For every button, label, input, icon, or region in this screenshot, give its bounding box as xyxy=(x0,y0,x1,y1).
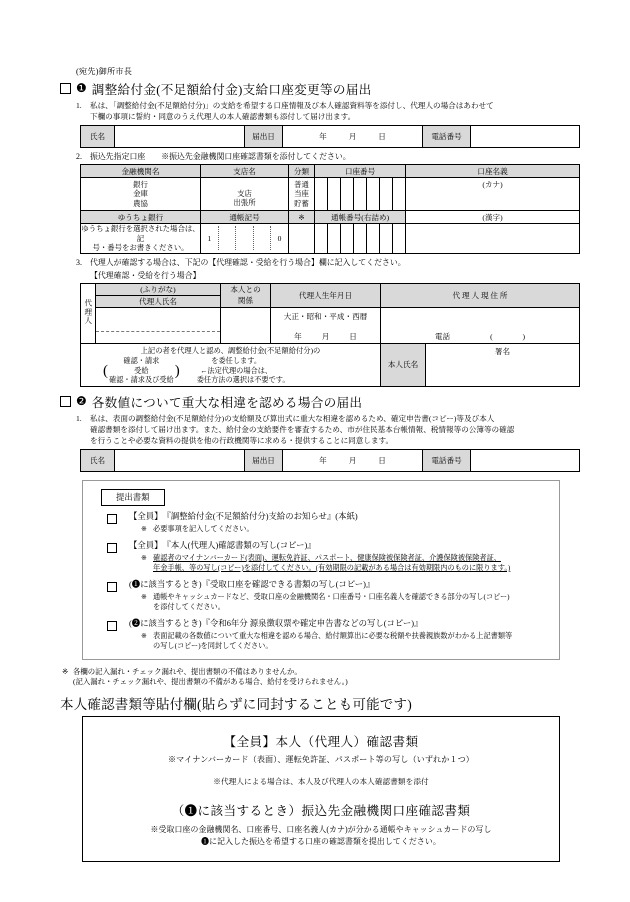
yucho-number-digit[interactable] xyxy=(367,224,380,254)
note-mark: ※ xyxy=(62,666,69,676)
proxy-side-label-text: 代理人 xyxy=(83,299,93,326)
yucho-instruction-line1: ゆうちょ銀行を選択された場合は、記 xyxy=(81,224,200,243)
tel-paren-close: ) xyxy=(522,331,526,341)
birth-ymd xyxy=(271,322,380,342)
doc-note xyxy=(83,525,559,535)
yucho-instruction-line2: 号・番号をお書きください。 xyxy=(92,243,189,253)
bank-account-table xyxy=(80,164,580,254)
section1-clause1 xyxy=(60,100,580,122)
name-input[interactable] xyxy=(115,450,245,472)
yucho-instruction xyxy=(81,224,201,254)
clause-line: 下欄の事項に誓約・同意のうえ代理人の本人確認書類も添付して届け出ます。 xyxy=(90,112,356,121)
kana-label: (カナ) xyxy=(482,180,503,189)
attach-heading-2: （❶に該当するとき）振込先金融機関口座確認書類 xyxy=(171,804,471,819)
birth-year-label: 年 xyxy=(294,331,302,341)
doc-note xyxy=(83,554,559,574)
yucho-symbol-digit[interactable] xyxy=(253,226,270,250)
doc-item[interactable] xyxy=(83,619,559,631)
yucho-name: ゆうちょ銀行 xyxy=(81,211,201,224)
doc-label: 【全員】 『本人(代理人)確認書類の写し(コピー)』 xyxy=(129,540,316,550)
attach-sub-3-line1: ※受取口座の金融機関名、口座番号、口座名義人(カナ)が分かる通帳やキャッシュカードの写し xyxy=(150,825,492,835)
name-input[interactable] xyxy=(115,126,245,148)
note-mark: ※ xyxy=(141,592,148,601)
branch-input[interactable] xyxy=(201,178,289,211)
note-text: 表面記載の各数値について重大な相違を認める場合、給付額算出に必要な税額や扶養親族数がわかる上記書類等 xyxy=(153,631,513,640)
tel-label: 電話番号 xyxy=(423,126,471,148)
consent-option-1[interactable]: 受給 xyxy=(134,366,149,375)
tel-input[interactable] xyxy=(471,450,580,472)
note-mark: ※ xyxy=(141,631,148,640)
section1-checkbox[interactable] xyxy=(60,83,71,94)
account-digit[interactable] xyxy=(367,178,380,211)
clause-line: を行うことや必要な資料の提供を他の行政機関等に求める・提供することに同意します。 xyxy=(90,436,394,446)
attach-sub-3 xyxy=(83,824,559,847)
date-input[interactable] xyxy=(283,126,423,148)
section1-clause3 xyxy=(60,257,580,268)
consent-right-text xyxy=(183,357,290,386)
yucho-symbol-digit[interactable] xyxy=(218,226,235,250)
yucho-symbol-header: 通帳記号 xyxy=(201,211,289,224)
section1-heading xyxy=(60,79,580,98)
doc-note xyxy=(83,593,559,613)
yucho-number-digit[interactable] xyxy=(380,224,393,254)
clause-line: 私は、「調整給付金(不足額給付分)」の支給を希望する口座情報及び本人確認資料等を添付し、代理人の場合はあわせて xyxy=(90,101,494,110)
signature-label: 署名 xyxy=(494,346,511,356)
consent-options xyxy=(109,357,174,386)
doc-checkbox[interactable] xyxy=(107,543,117,553)
doc-checkbox[interactable] xyxy=(107,621,117,631)
note-text-cont: を添付してください。 xyxy=(153,602,225,611)
name-label: 氏名 xyxy=(81,450,115,472)
note-mark: ※ xyxy=(141,525,148,534)
section2-checkbox[interactable] xyxy=(60,396,71,407)
section2-clause1 xyxy=(60,413,580,446)
yucho-symbol-digit[interactable]: 1 xyxy=(207,233,212,243)
brace-close: ) xyxy=(174,362,180,379)
birth-day-label: 日 xyxy=(349,331,357,341)
submission-documents-tag: 提出書類 xyxy=(101,489,165,506)
clause-index: 2. xyxy=(76,152,82,161)
birth-month-label: 月 xyxy=(321,331,330,341)
type-toza: 当座 xyxy=(294,189,309,199)
clause-index: 1. xyxy=(76,101,82,110)
section2-title: 各数値について重大な相違を認める場合の届出 xyxy=(91,396,363,411)
month-label: 月 xyxy=(348,132,357,141)
col-header-type: 分類 xyxy=(289,165,315,178)
account-digit[interactable] xyxy=(380,178,393,211)
account-digit[interactable] xyxy=(315,178,328,211)
day-label: 日 xyxy=(378,456,386,466)
col-header-account-number: 口座番号 xyxy=(315,165,406,178)
consent-line1: 上記の者を代理人と認め、調整給付金(不足額給付分)の xyxy=(140,345,321,355)
account-name-kanji-value[interactable] xyxy=(406,224,580,254)
consent-option-2[interactable]: 確認・請求及び受給 xyxy=(109,376,174,385)
consent-option-0[interactable]: 確認・請求 xyxy=(123,356,160,365)
yucho-symbol-digit[interactable]: 0 xyxy=(271,226,288,250)
submission-documents-box xyxy=(82,480,560,660)
suffix-shinkin: 金庫 xyxy=(133,189,148,199)
name-label: 氏名 xyxy=(81,126,115,148)
suffix-nokyo: 農協 xyxy=(133,198,148,208)
doc-label: (❷に該当するとき)『令和6年分 源泉徴収票や確定申告書などの写し(コピー)』 xyxy=(129,618,423,628)
section1-marker: ❶ xyxy=(76,81,87,95)
yucho-symbol-cells[interactable] xyxy=(201,224,289,254)
consent-text-cell xyxy=(81,343,381,386)
year-label: 年 xyxy=(319,456,327,466)
relation-input[interactable] xyxy=(221,307,271,343)
note-text: 必要事項を記入してください。 xyxy=(153,525,254,534)
date-label: 届出日 xyxy=(245,126,283,148)
consent-entrust: を委任します。 xyxy=(211,356,262,365)
attach-sub-3-line2: ❶に記入した振込を希望する口座の確認書類を提出してください。 xyxy=(201,836,441,846)
doc-note xyxy=(83,632,559,652)
attach-heading-1: 【全員】本人（代理人）確認書類 xyxy=(223,735,419,750)
doc-item[interactable] xyxy=(83,541,559,553)
note-text-cont: 年金手帳、等の写し(コピー)を添付してください。(有効期限の記載がある場合は有効期限内のものに限ります。) xyxy=(153,563,511,572)
account-digit[interactable] xyxy=(341,178,354,211)
proxy-name-label: 代理人氏名 xyxy=(96,295,221,307)
account-digit[interactable] xyxy=(328,178,341,211)
note-mark: ※ xyxy=(141,553,148,562)
account-type-select[interactable] xyxy=(289,178,315,211)
yucho-number-digit[interactable] xyxy=(393,224,406,254)
suffix-office: 出張所 xyxy=(233,198,256,207)
tel-paren-open: ( xyxy=(490,331,493,341)
consent-legal-line2: 委任方法の選択は不要です。 xyxy=(196,376,290,385)
date-label: 届出日 xyxy=(245,450,283,472)
account-name-kanji-input[interactable] xyxy=(406,211,580,224)
tel-input[interactable] xyxy=(471,126,580,148)
relation-label-line1: 本人との xyxy=(230,285,261,295)
brace-open: ( xyxy=(103,362,108,379)
yucho-number-digit[interactable] xyxy=(341,224,354,254)
attach-sub-1: ※マイナンバーカード（表面）、運転免許証、パスポート等の写し（いずれか１つ） xyxy=(167,755,475,765)
doc-checkbox[interactable] xyxy=(107,514,117,524)
col-header-account-name: 口座名義 xyxy=(406,165,580,178)
relation-label-line2: 関係 xyxy=(237,296,254,306)
applicant-name-table xyxy=(80,125,580,148)
suffix-branch: 支店 xyxy=(237,188,252,198)
self-name-label: 本人氏名 xyxy=(381,343,426,386)
furigana-label: (ふりがな) xyxy=(96,283,221,295)
suffix-bank: 銀行 xyxy=(133,180,148,190)
birth-header: 代理人生年月日 xyxy=(271,283,381,307)
doc-item[interactable] xyxy=(83,580,559,592)
footer-note-line2: (記入漏れ・チェック漏れや、提出書類の不備がある場合、給付を受けられません。) xyxy=(73,677,348,687)
yucho-symbol-digit[interactable] xyxy=(236,226,253,250)
tel-label: 電話番号 xyxy=(423,450,471,472)
section1-clause2-label xyxy=(60,151,580,162)
clause-line: 確認書類を添付して届け出ます。また、給付金の支給要件を審査するため、市が住民基本台帳情報、税情報等の公簿等の確認 xyxy=(90,425,515,435)
attach-box xyxy=(82,716,560,862)
attach-sub-2: ※代理人による場合は、本人及び代理人の本人確認書類を添付 xyxy=(213,777,429,787)
era-options: 大正・昭和・平成・西暦 xyxy=(283,311,368,321)
proxy-address-header: 代 理 人 現 住 所 xyxy=(381,283,580,307)
institution-input[interactable] xyxy=(81,178,201,211)
proxy-address-input[interactable] xyxy=(381,307,580,343)
col-header-branch: 支店名 xyxy=(201,165,289,178)
clause-index: 3. xyxy=(76,257,82,267)
section2-heading xyxy=(60,392,580,411)
clause-line: 私は、表面の調整給付金(不足額給付分)の支給額及び算出式に重大な相違を認めるため、確定申告書(コピー)等及び本人 xyxy=(90,414,495,424)
doc-checkbox[interactable] xyxy=(107,582,117,592)
day-label: 日 xyxy=(378,132,386,141)
doc-label: (❶に該当するとき)『受取口座を確認できる書類の写し(コピー)』 xyxy=(129,579,375,589)
yucho-number-header: 通帳番号(右詰め) xyxy=(315,211,406,224)
account-digit[interactable] xyxy=(393,178,406,211)
section2-name-table xyxy=(80,449,580,472)
yucho-number-digit[interactable] xyxy=(328,224,341,254)
section1-title: 調整給付金(不足額給付金)支給口座変更等の届出 xyxy=(91,83,372,97)
col-header-institution: 金融機関名 xyxy=(81,165,201,178)
account-name-kana-input[interactable] xyxy=(406,178,580,211)
form-body xyxy=(60,66,580,862)
signature-input[interactable] xyxy=(426,343,580,386)
proxy-table xyxy=(80,283,580,387)
section2-marker: ❷ xyxy=(76,394,87,409)
proxy-name-input[interactable] xyxy=(96,307,221,343)
month-label: 月 xyxy=(348,456,357,466)
note-text: 通帳やキャッシュカードなど、受取口座の金融機関名・口座番号・口座名義人を確認できる部分の写し(コピー) xyxy=(153,592,510,601)
type-chochiku: 貯蓄 xyxy=(294,198,309,208)
yucho-mark-cell[interactable] xyxy=(289,224,315,254)
doc-label: 【全員】 『調整給付金(不足額給付分)支給のお知らせ』(本紙) xyxy=(129,512,358,522)
yucho-number-digit[interactable] xyxy=(354,224,367,254)
consent-legal-line1: ←法定代理の場合は、 xyxy=(200,366,273,375)
date-input[interactable] xyxy=(283,450,423,472)
year-label: 年 xyxy=(319,132,327,141)
yucho-number-digit[interactable] xyxy=(315,224,328,254)
clause2-note: ※振込先金融機関口座確認書類を添付してください。 xyxy=(161,152,351,161)
footer-note-line1: 各欄の記入漏れ・チェック漏れや、提出書類の不備はありませんか。 xyxy=(73,666,302,676)
kanji-label: (漢字) xyxy=(482,213,503,222)
note-text-cont: の写し(コピー)を同封してください。 xyxy=(153,641,273,650)
note-text: 確認者のマイナンバーカード(表面)、運転免許証、パスポート、健康保険被保険者証、介護保険被保険者証、 xyxy=(153,553,501,562)
addressee-line: (宛先)御所市長 xyxy=(76,67,133,76)
clause-index: 1. xyxy=(76,414,82,424)
clause2-title: 振込先指定口座 xyxy=(90,152,146,161)
attach-section-title: 本人確認書類等貼付欄(貼らずに同封することも可能です) xyxy=(60,697,412,713)
relation-label xyxy=(221,283,271,307)
yucho-mark: ※ xyxy=(289,211,315,224)
proxy-birth-input[interactable] xyxy=(271,307,381,343)
proxy-heading xyxy=(60,270,580,281)
type-futsu: 普通 xyxy=(294,180,309,190)
proxy-tel-label: 電話 xyxy=(434,331,451,341)
clause3-text: 代理人が確認する場合は、下記の【代理確認・受給を行う場合】欄に記入してください。 xyxy=(90,257,406,267)
proxy-heading-text: 【代理確認・受給を行う場合】 xyxy=(90,270,201,280)
footer-note xyxy=(60,667,580,688)
account-digit[interactable] xyxy=(354,178,367,211)
proxy-side-label xyxy=(81,283,96,343)
doc-item[interactable] xyxy=(83,512,559,524)
